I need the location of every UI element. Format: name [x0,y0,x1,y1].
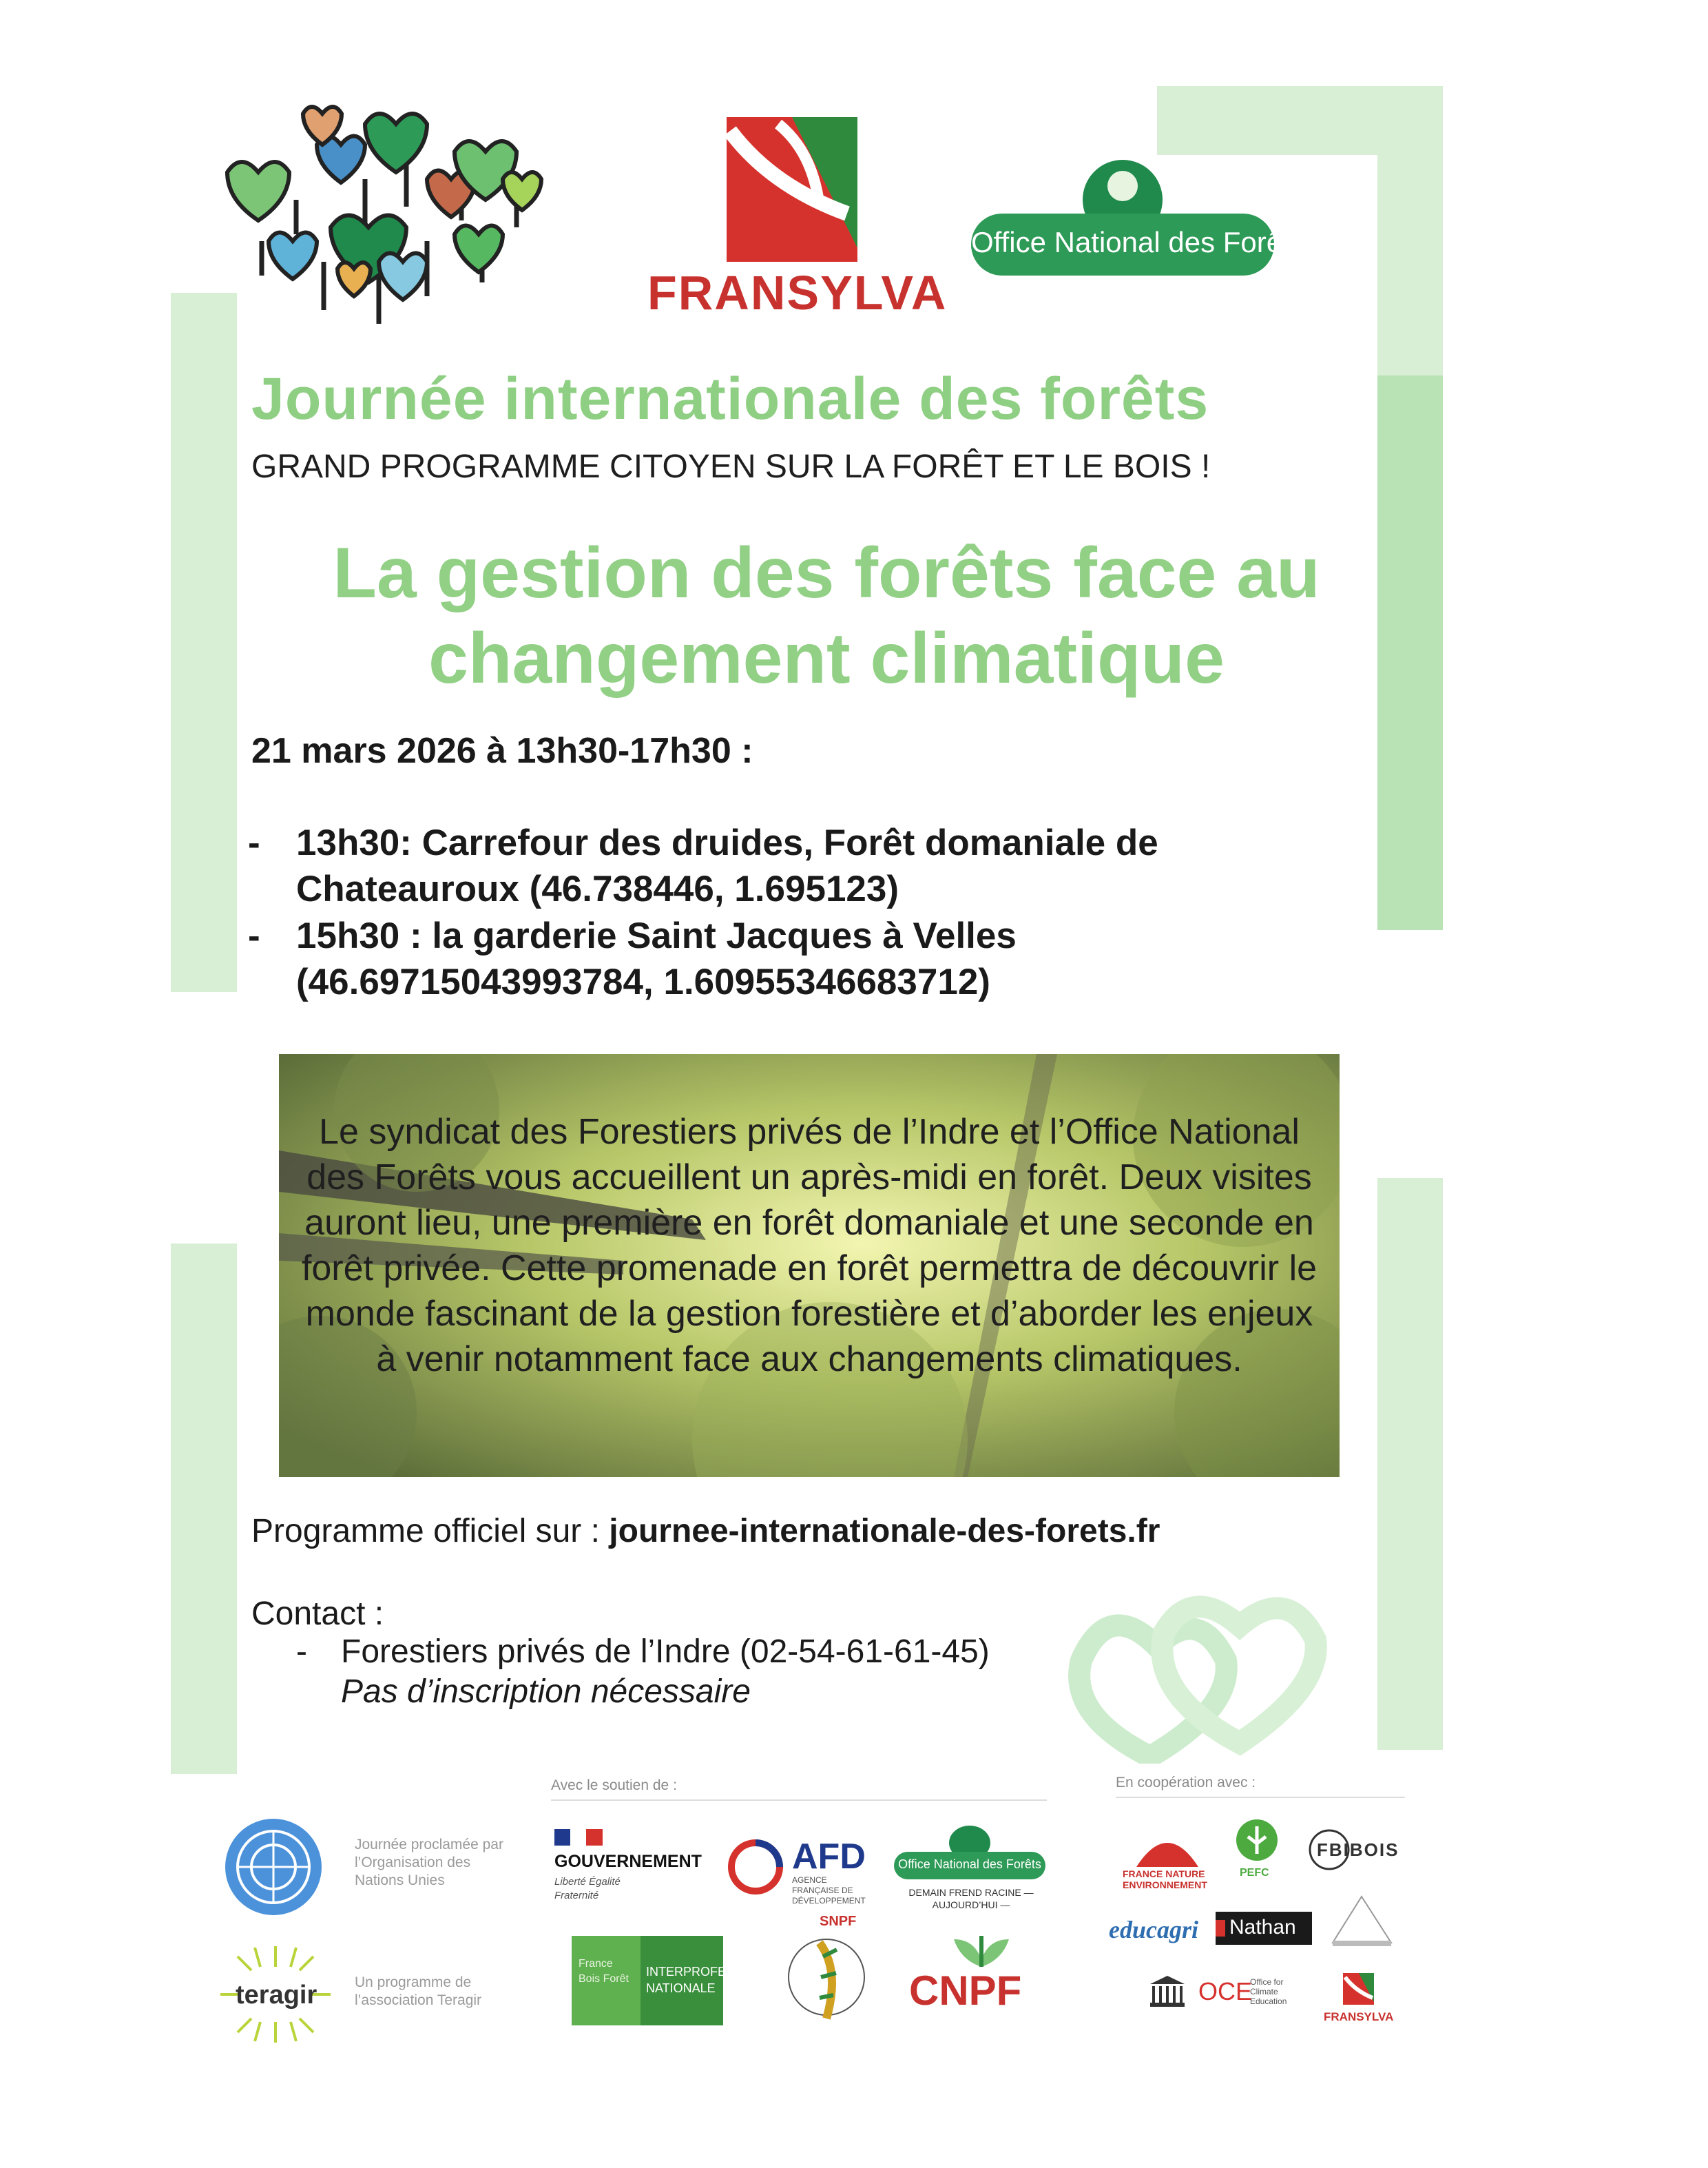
headline-line-1: La gestion des forêts face au [333,533,1320,613]
gouv-motto: Liberté Égalité Fraternité [554,1876,621,1901]
onf-wordmark: Office National des Forêts [971,226,1305,258]
trees-hearts-logo [200,103,558,331]
schedule-line: 15h30 : la garderie Saint Jacques à Velles [296,916,1017,956]
coop-divider [1116,1797,1405,1798]
hearts-decoration-icon [1061,1578,1336,1764]
fbf-wordmark: France Bois Forêt [579,1958,629,1985]
pefc-tree-icon [1233,1816,1281,1864]
pyramid-logo-icon [1326,1891,1398,1950]
event-subtitle: GRAND PROGRAMME CITOYEN SUR LA FORÊT ET LE BOIS ! [251,448,1211,485]
program-label: Programme officiel sur : [251,1513,610,1549]
fbibois-wordmark: FBIBOIS [1317,1839,1399,1860]
headline-line-2: changement climatique [428,619,1225,699]
schedule-item [248,820,1329,912]
interprofession-label: INTERPROFESSION NATIONALE [646,1965,765,1995]
event-date: 21 mars 2026 à 13h30-17h30 : [251,731,753,771]
onf-tagline: DEMAIN FREND RACINE — AUJOURD’HUI — [908,1887,1034,1910]
teragir-caption: Un programme de l’association Teragir [355,1974,482,2008]
contact-item: Forestiers privés de l’Indre (02-54-61-61-45) [341,1633,990,1670]
oce-wordmark: OCE [1198,1977,1253,2005]
cnpf-wordmark: CNPF [909,1968,1022,2014]
nathan-red-mark [1216,1920,1225,1937]
snpf-emblem-icon [778,1929,875,2032]
onf-small-logo [894,1826,1045,1881]
schedule-line: (46.69715043993784, 1.60955346683712) [296,962,990,1002]
schedule-item [248,913,1329,1005]
program-line [251,1512,1160,1550]
coop-label: En coopération avec : [1116,1775,1256,1790]
fransylva-small-emblem-icon [1340,1972,1377,2006]
green-band-left-bottom [171,1243,237,1774]
list-dash: - [248,823,260,863]
educagri-wordmark: educagri [1109,1916,1198,1943]
pefc-wordmark: PEFC [1240,1867,1269,1879]
support-divider [551,1799,1047,1801]
france-bois-foret-logo [572,1936,765,2025]
un-emblem-icon [210,1812,337,1922]
fransylva-wordmark: FRANSYLVA [647,266,948,320]
nathan-logo [1216,1912,1312,1945]
event-title: Journée internationale des forêts [251,366,1209,432]
fne-wordmark: FRANCE NATURE ENVIRONNEMENT [1123,1868,1207,1890]
afd-caption: AGENCE FRANÇAISE DE DÉVELOPPEMENT [792,1875,866,1906]
schedule-line: 13h30: Carrefour des druides, Forêt domaniale de [296,823,1158,863]
support-label: Avec le soutien de : [551,1777,677,1793]
schedule-line: Chateauroux (46.738446, 1.695123) [296,869,899,909]
program-url-link[interactable]: journee-internationale-des-forets.fr [609,1513,1160,1549]
cnpf-sprout-icon [947,1929,1016,1970]
gouv-flag-icon [554,1829,603,1846]
fransylva-logo [647,110,948,320]
fne-emblem-icon [1129,1829,1205,1867]
teragir-wordmark: teragir [236,1981,317,2010]
afd-wordmark: AFD [792,1837,866,1877]
oce-caption: Office for Climate Education [1250,1977,1287,2006]
contact-note: Pas d’inscription nécessaire [341,1673,751,1710]
green-band-left-top [171,293,237,992]
list-dash: - [248,916,260,956]
nathan-wordmark: Nathan [1229,1916,1296,1939]
afd-ring-icon [725,1836,787,1898]
green-band-right-bottom [1377,1178,1443,1750]
list-dash: - [296,1633,307,1670]
event-description: Le syndicat des Forestiers privés de l’Indre et l’Office National des Forêts vous accueillent un après-midi en forêt. Deux visites auront lieu, une première en forêt domaniale et une seconde en forêt privée. Cette promenade en forêt permettra de découvrir le monde fascinant de la gestion forestière et d’aborder les enjeux à venir notamment face aux changements climatiques. [301,1112,1318,1379]
onf-tree-icon [971,158,1305,282]
unesco-temple-icon [1147,1974,1188,2008]
forest-photo-panel [279,1054,1340,1477]
green-band-right-strong [1377,375,1443,930]
fransylva-emblem-icon [647,110,937,269]
un-caption: Journée proclamée par l’Organisation des Nations Unies [355,1837,503,1888]
onf-small-wordmark: Office National des Forêts [898,1857,1041,1871]
contact-title: Contact : [251,1596,384,1632]
snpf-wordmark: SNPF [820,1914,857,1929]
onf-logo [971,158,1305,282]
gouv-wordmark: GOUVERNEMENT [554,1852,702,1871]
headline [289,530,1364,701]
fransylva-small-wordmark: FRANSYLVA [1324,2010,1394,2023]
